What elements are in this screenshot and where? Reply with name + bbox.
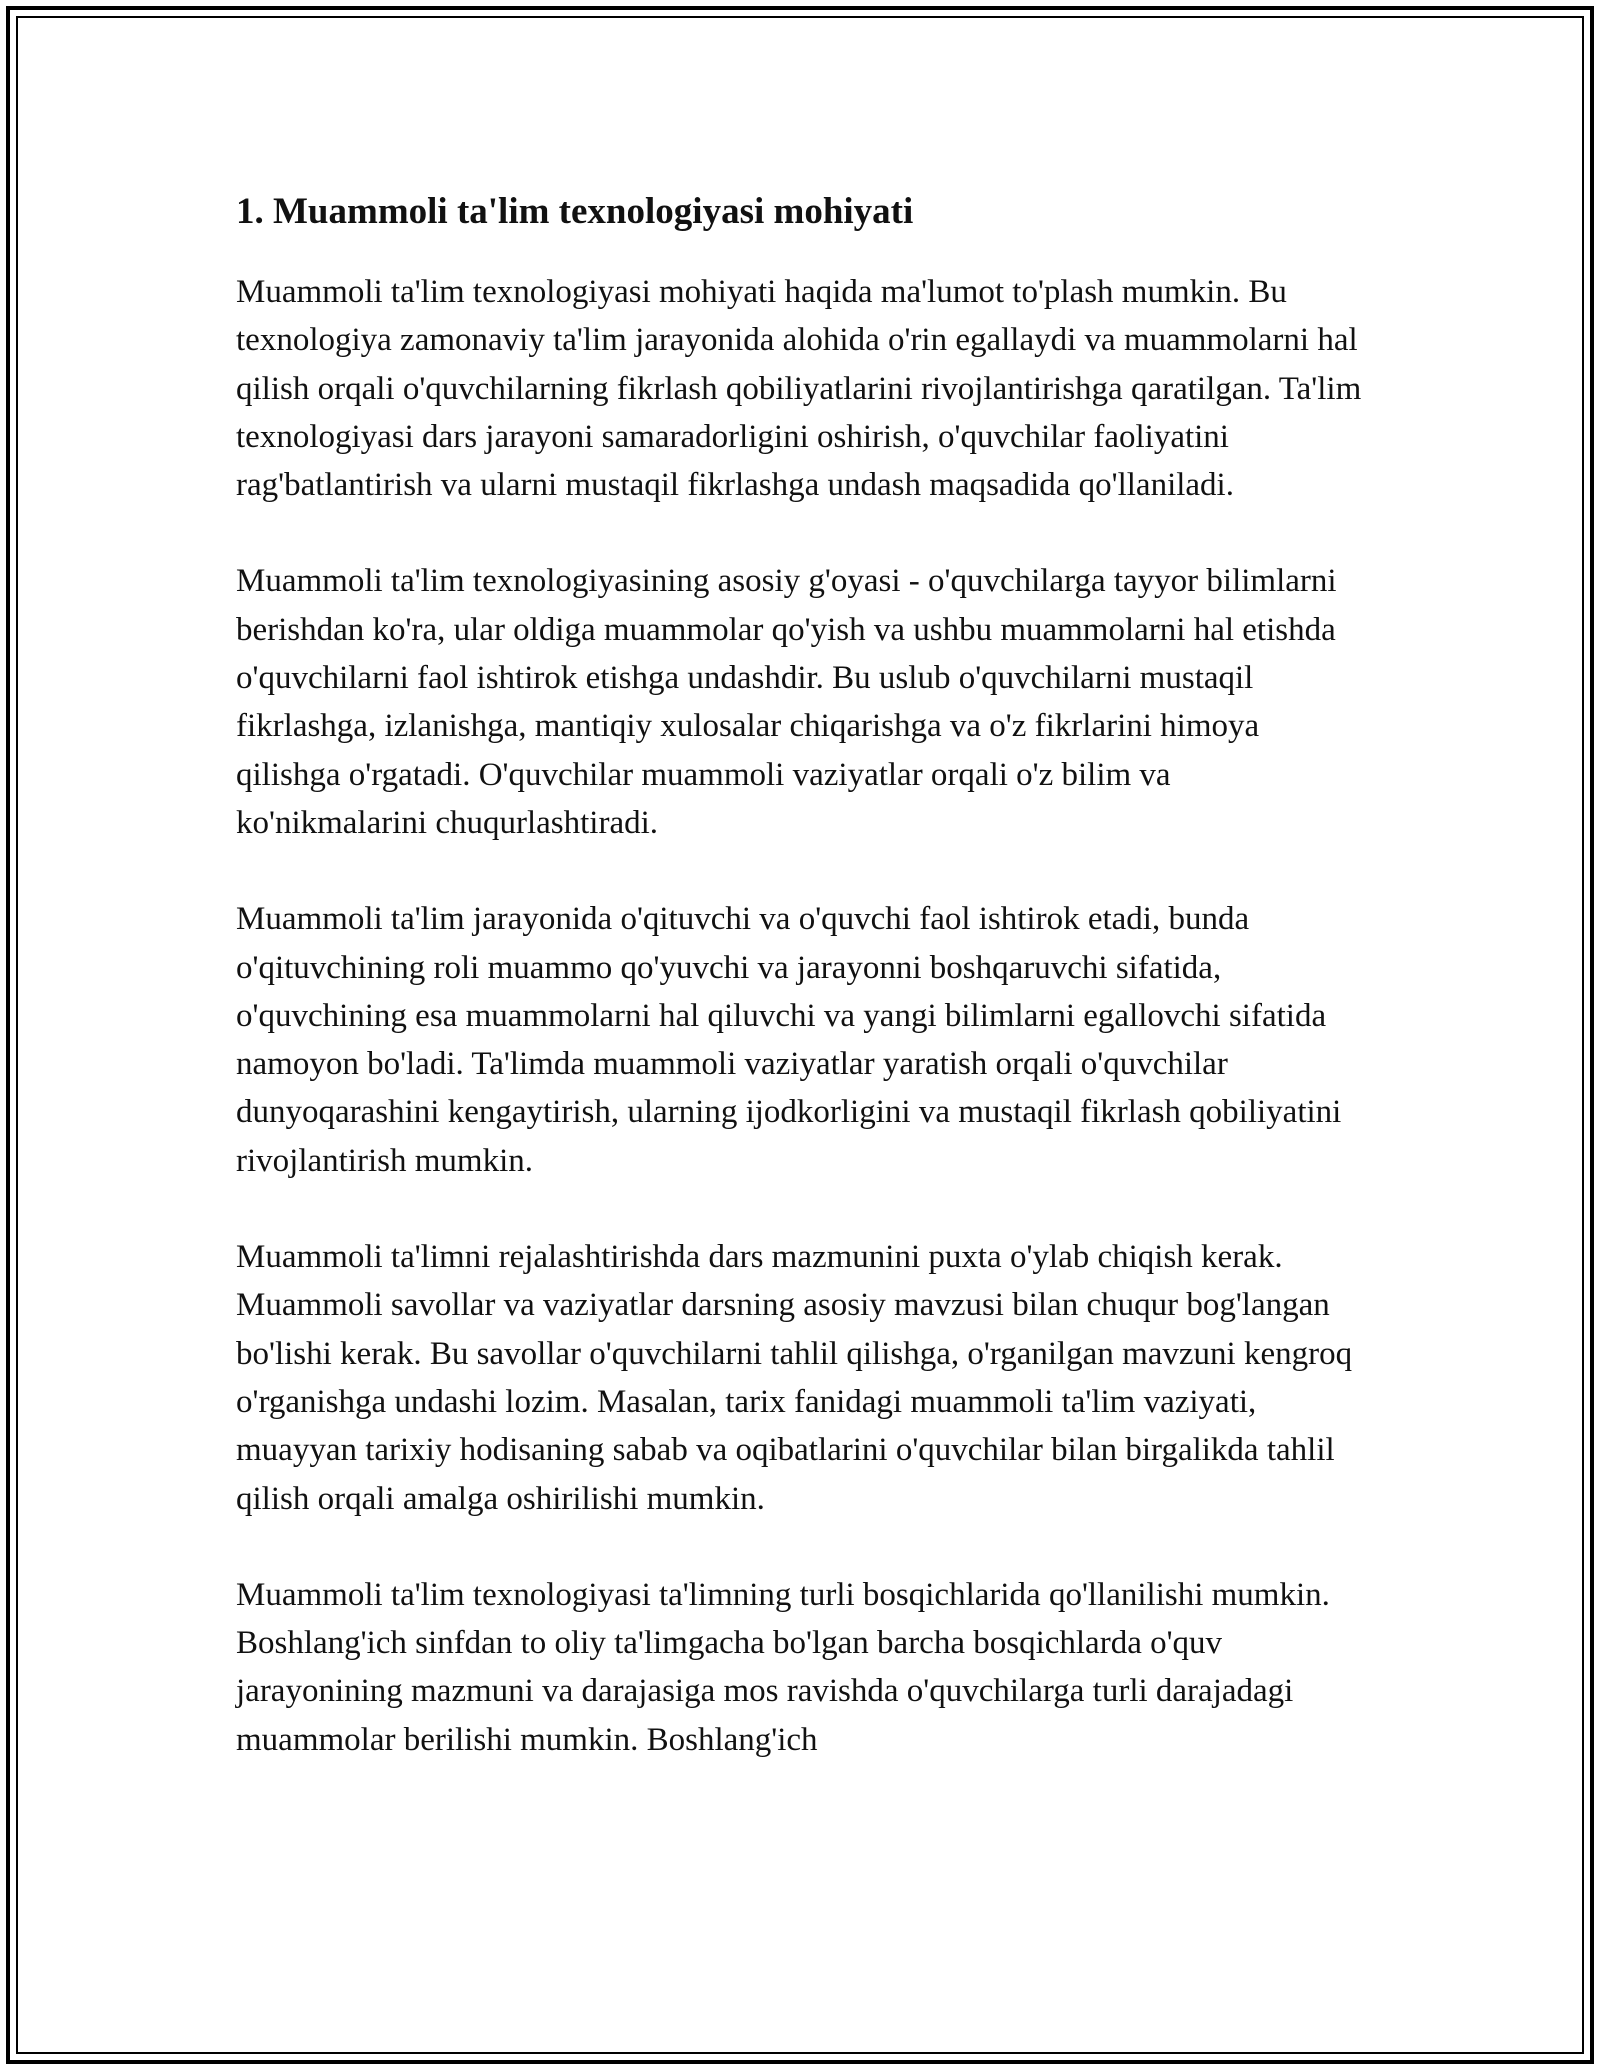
document-body — [236, 184, 1366, 1812]
paragraph-1: Muammoli ta'lim texnologiyasi mohiyati haqida ma'lumot to'plash mumkin. Bu texnologiya zamonaviy ta'lim jarayonida alohida o'rin egallaydi va muammolarni hal qilish orqali o'quvchilarning fikrlash qobiliyatlarini rivojlantirishga qaratilgan. Ta'lim texnologiyasi dars jarayoni samaradorligini oshirish, o'quvchilar faoliyatini rag'batlantirish va ularni mustaqil fikrlashga undash maqsadida qo'llaniladi. — [236, 274, 1362, 504]
paragraph-2: Muammoli ta'lim texnologiyasining asosiy g'oyasi - o'quvchilarga tayyor bilimlarni berishdan ko'ra, ular oldiga muammolar qo'yish va ushbu muammolarni hal etishda o'quvchilarni faol ishtirok etishga undashdir. Bu uslub o'quvchilarni mustaqil fikrlashga, izlanishga, mantiqiy xulosalar chiqarishga va o'z fikrlarini himoya qilishga o'rgatadi. O'quvchilar muammoli vaziyatlar orqali o'z bilim va ko'nikmalarini chuqurlashtiradi. — [236, 563, 1337, 841]
paragraph-5: Muammoli ta'lim texnologiyasi ta'limning turli bosqichlarida qo'llanilishi mumkin. Boshlang'ich sinfdan to oliy ta'limgacha bo'lgan barcha bosqichlarda o'quv jarayonining mazmuni va darajasiga mos ravishda o'quvchilarga turli darajadagi muammolar berilishi mumkin. Boshlang'ich — [236, 1576, 1330, 1758]
paragraph-4: Muammoli ta'limni rejalashtirishda dars mazmunini puxta o'ylab chiqish kerak. Muammoli savollar va vaziyatlar darsning asosiy mavzusi bilan chuqur bog'langan bo'lishi kerak. Bu savollar o'quvchilarni tahlil qilishga, o'rganilgan mavzuni kengroq o'rganishga undashi lozim. Masalan, tarix fanidagi muammoli ta'lim vaziyati, muayyan tarixiy hodisaning sabab va oqibatlarini o'quvchilar bilan birgalikda tahlil qilish orqali amalga oshirilishi mumkin. — [236, 1239, 1353, 1517]
section-heading: 1. Muammoli ta'lim texnologiyasi mohiyati — [236, 191, 914, 232]
paragraph-3: Muammoli ta'lim jarayonida o'qituvchi va o'quvchi faol ishtirok etadi, bunda o'qituvchining roli muammo qo'yuvchi va jarayonni boshqaruvchi sifatida, o'quvchining esa muammolarni hal qiluvchi va yangi bilimlarni egallovchi sifatida namoyon bo'ladi. Ta'limda muammoli vaziyatlar yaratish orqali o'quvchilar dunyoqarashini kengaytirish, ularning ijodkorligini va mustaqil fikrlash qobiliyatini rivojlantirish mumkin. — [236, 901, 1342, 1179]
